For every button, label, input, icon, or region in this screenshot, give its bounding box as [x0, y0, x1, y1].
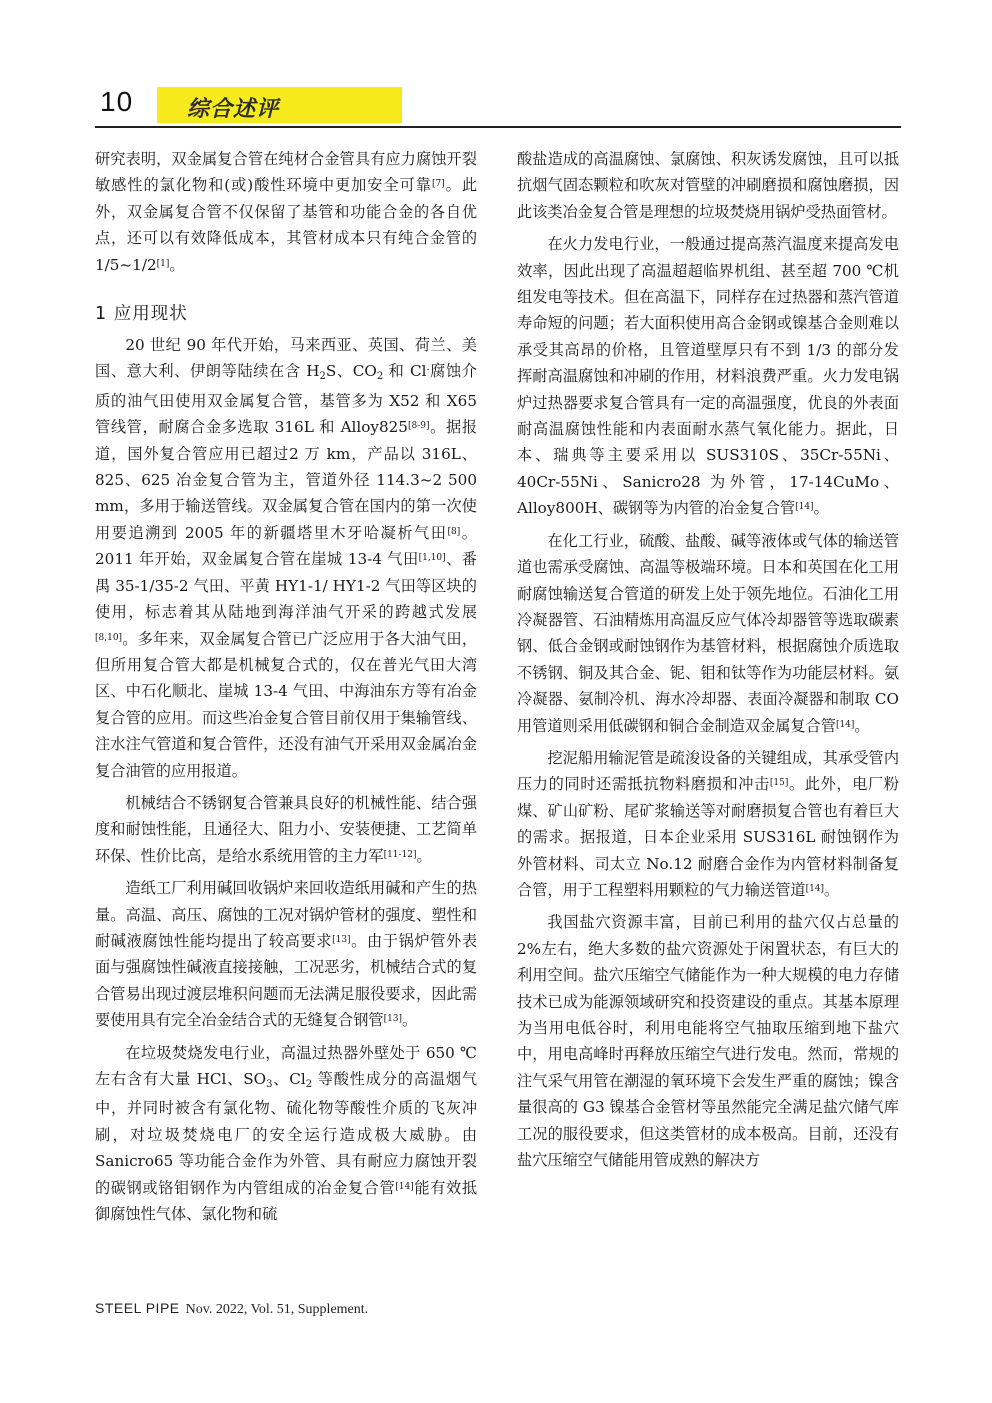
paragraph: 20 世纪 90 年代开始，马来西亚、英国、荷兰、美国、意大利、伊朗等陆续在含 $H_2S$、$CO_2$ 和 Cl-腐蚀介质的油气田使用双金属复合管，基管多为 X52 和 X65 管线管，耐腐合金多选取 316L 和 Alloy825[8-9]。据报道，国外复合管应用已超过2 万 km，产品以 316L、825、625 冶金复合管为主，管道外径 114.3~2 500 mm，多用于输送管线。双金属复合管在国内的第一次使用要追溯到 2005 年的新疆塔里木牙哈凝析气田[8]。2011 年开始，双金属复合管在崖城 13-4 气田[1,10]、番禺 35-1/35-2 气田、平黄 HY1-1/ HY1-2 气田等区块的使用，标志着其从陆地到海洋油气开采的跨越式发展[8,10]。多年来，双金属复合管已广泛应用于各大油气田，但所用复合管大都是机械复合式的，仅在普光气田大湾区、中石化顺北、崖城 13-4 气田、中海油东方等有冶金复合管的应用。而这些冶金复合管目前仅用于集输管线、注水注气管道和复合管件，还没有油气开采用双金属冶金复合油管的应用报道。 [95, 336, 478, 780]
paragraph: 挖泥船用输泥管是疏浚设备的关键组成，其承受管内压力的同时还需抵抗物料磨损和冲击[15]。此外，电厂粉煤、矿山矿粉、尾矿浆输送等对耐磨损复合管也有着巨大的需求。据报道，日本企业采用 SUS316L 耐蚀钢作为外管材料、司太立 No.12 耐磨合金作为内管材料制备复合管，用于工程塑料用颗粒的气力输送管道[14]。 [517, 748, 900, 899]
header-rule [95, 126, 901, 128]
paragraph: 在火力发电行业，一般通过提高蒸汽温度来提高发电效率，因此出现了高温超超临界机组、甚至超 700 ℃机组发电等技术。但在高温下，同样存在过热器和蒸汽管道寿命短的问题；若大面积使用高合金钢或镍基合金则难以承受其高昂的价格，且管道壁厚只有不到 1/3 的部分发挥耐高温腐蚀和冲刷的作用，材料浪费严重。火力发电锅炉过热器要求复合管具有一定的高温强度，优良的外表面耐高温腐蚀性能和内表面耐水蒸气氧化能力。据此，日本、瑞典等主要采用以 SUS310S、35Cr-55Ni、40Cr-55Ni、Sanicro28 为外管，17-14CuMo、Alloy800H、碳钢等为内管的冶金复合管[14]。 [517, 235, 899, 518]
journal-footer [95, 1300, 368, 1318]
paragraph: 我国盐穴资源丰富，目前已利用的盐穴仅占总量的 2%左右，绝大多数的盐穴资源处于闲置状态，有巨大的利用空间。盐穴压缩空气储能作为一种大规模的电力存储技术已成为能源领域研究和投资建设的重点。其基本原理为当用电低谷时，利用电能将空气抽取压缩到地下盐穴中，用电高峰时再释放压缩空气进行发电。然而，常规的注气采气用管在潮湿的氧环境下会发生严重的腐蚀；镍含量很高的 G3 镍基合金管材等虽然能完全满足盐穴储气库工况的服役要求，但这类管材的成本极高。目前，还没有盐穴压缩空气储能用管成熟的解决方 [517, 913, 899, 1170]
paragraph: 在垃圾焚烧发电行业，高温过热器外壁处于 650 ℃左右含有大量 HCl、$SO_3$、$Cl_2$ 等酸性成分的高温烟气中，并同时被含有氯化物、硫化物等酸性介质的飞灰冲刷，对垃圾焚烧电厂的安全运行造成极大威胁。由 Sanicro65 等功能合金作为外管、具有耐应力腐蚀开裂的碳钢或铬钼钢作为内管组成的冶金复合管[14]能有效抵御腐蚀性气体、氯化物和硫 [95, 1043, 478, 1224]
page-number: 10 [100, 86, 134, 117]
paragraph: 机械结合不锈钢复合管兼具良好的机械性能、结合强度和耐蚀性能，且通径大、阻力小、安装便捷、工艺简单环保、性价比高，是给水系统用管的主力军[11-12]。 [95, 793, 477, 865]
paragraph: 在化工行业，硫酸、盐酸、碱等液体或气体的输送管道也需承受腐蚀、高温等极端环境。日本和英国在化工用耐腐蚀输送复合管道的研发上处于领先地位。石油化工用冷凝器管、石油精炼用高温反应气体冷却器管等选取碳素钢、低合金钢或耐蚀钢作为基管材料，根据腐蚀介质选取不锈钢、铜及其合金、铌、钼和钛等作为功能层材料。氨冷凝器、氨制冷机、海水冷却器、表面冷凝器和制取 CO 用管道则采用低碳钢和铜合金制造双金属复合管[14]。 [517, 531, 899, 735]
section-title: 综合述评 [187, 97, 280, 122]
paragraph: 造纸工厂利用碱回收锅炉来回收造纸用碱和产生的热量。高温、高压、腐蚀的工况对锅炉管材的强度、塑性和耐碱液腐蚀性能均提出了较高要求[13]。由于锅炉管外表面与强腐蚀性碱液直接接触，工况恶劣，机械结合式的复合管易出现过渡层堆积问题而无法满足服役要求，因此需要使用具有完全冶金结合式的无缝复合钢管[13]。 [95, 879, 478, 1030]
paragraph: 研究表明，双金属复合管在纯材合金管具有应力腐蚀开裂敏感性的氯化物和(或)酸性环境中更加安全可靠[7]。此外，双金属复合管不仅保留了基管和功能合金的各自优点，还可以有效降低成本，其管材成本只有纯合金管的 1/5~1/2[1]。 [95, 150, 478, 274]
section-tag [157, 87, 402, 123]
issue-info: Nov. 2022, Vol. 51, Supplement. [185, 1302, 369, 1317]
paragraph: 酸盐造成的高温腐蚀、氯腐蚀、积灰诱发腐蚀，且可以抵抗烟气固态颗粒和吹灰对管壁的冲刷磨损和腐蚀磨损，因此该类冶金复合管是理想的垃圾焚烧用锅炉受热面管材。 [517, 150, 899, 221]
journal-name: STEEL PIPE [95, 1300, 180, 1316]
section-heading: 1 应用现状 [95, 304, 188, 325]
right-column [517, 146, 899, 1173]
left-column [95, 146, 477, 1227]
